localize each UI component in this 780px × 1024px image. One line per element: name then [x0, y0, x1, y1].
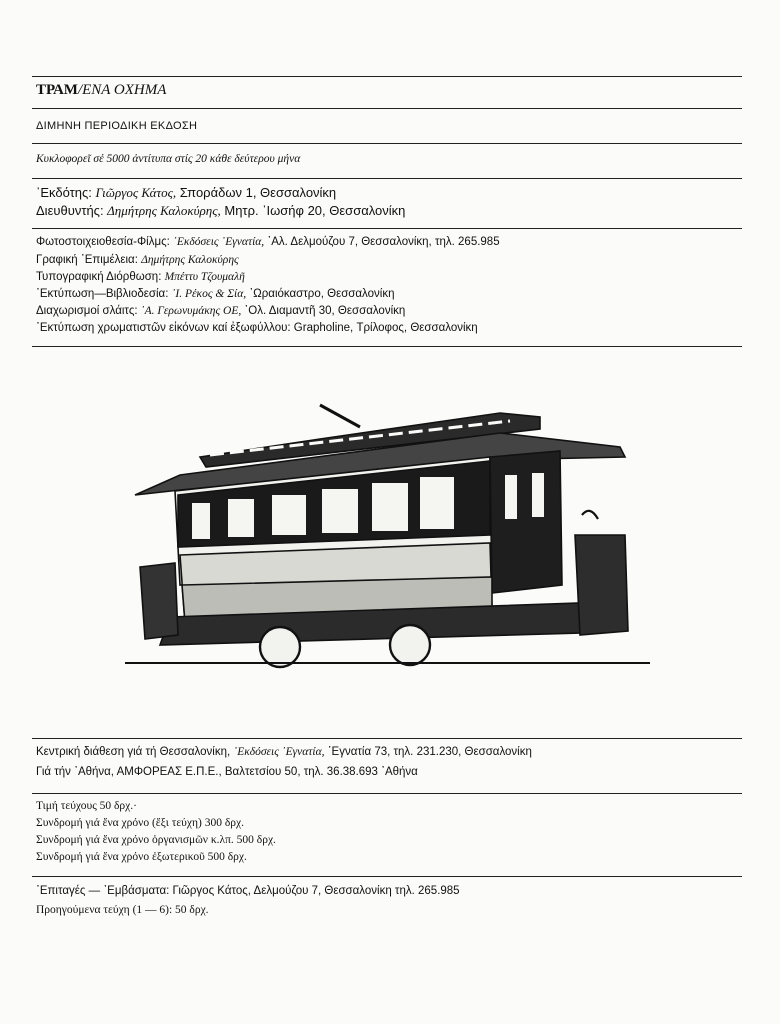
title-italic: /ΕΝΑ ΟΧΗΜΑ [77, 82, 167, 98]
credit-label: Γραφική ᾿Επιμέλεια: [36, 254, 142, 266]
credit-detail: ᾿Ολ. Διαμαντῆ 30, Θεσσαλονίκη [241, 305, 406, 317]
credit-label: ᾿Εκτύπωση χρωματιστῶν εἰκόνων καί ἐξωφύλλου: [36, 322, 294, 334]
title-bold: ΤΡΑΜ [36, 82, 78, 98]
rule-8 [32, 876, 742, 877]
credit-name: Δημήτρης Καλοκύρης [141, 254, 239, 266]
distribution-athens: Γιά τήν ᾿Αθήνα, ΑΜΦΟΡΕΑΣ Ε.Π.Ε., Βαλτετσίου 50, τηλ. 36.38.693 ᾿Αθήνα [36, 766, 418, 778]
credit-name: ᾿Εκδόσεις ᾿Εγνατία, [173, 236, 265, 248]
credit-detail: ᾿Αλ. Δελμούζου 7, Θεσσαλονίκη, τηλ. 265.985 [264, 236, 500, 248]
credit-label: Τυπογραφική Διόρθωση: [36, 271, 165, 283]
price-line: Συνδρομή γιά ἕνα χρόνο (ἔξι τεύχη) 300 δρχ. [36, 817, 244, 829]
director-address: Μητρ. ᾿Ιωσήφ 20, Θεσσαλονίκη [220, 203, 406, 218]
rule-7 [32, 793, 742, 794]
distribution-publisher: ᾿Εκδόσεις ᾿Εγνατία, [233, 746, 325, 758]
tram-illustration [120, 395, 660, 685]
distribution-address: ᾿Εγνατία 73, τηλ. 231.230, Θεσσαλονίκη [324, 746, 532, 758]
credit-label: Διαχωρισμοί σλάιτς: [36, 305, 141, 317]
payments-line: ᾿Επιταγές — ᾿Εμβάσματα: Γιῶργος Κάτος, Δελμούζου 7, Θεσσαλονίκη τηλ. 265.985 [36, 885, 460, 897]
credit-name: Μπέττυ Τζουμαλῆ [164, 271, 245, 283]
publisher-name: Γιῶργος Κάτος, [95, 185, 177, 200]
publisher-address: Σποράδων 1, Θεσσαλονίκη [176, 185, 337, 200]
distribution-thessaloniki [36, 746, 532, 758]
credit-name: ᾿Α. Γερωνυμάκης ΟΕ, [140, 305, 242, 317]
credit-line [36, 305, 405, 317]
back-issues-line: Προηγούμενα τεύχη (1 — 6): 50 δρχ. [36, 904, 209, 916]
masthead-title [36, 82, 166, 99]
credit-line [36, 288, 394, 300]
rule-3 [32, 178, 742, 179]
credit-detail: Grapholine, Τρίλοφος, Θεσσαλονίκη [293, 322, 478, 334]
publisher-line [36, 185, 336, 201]
distribution-pre: Κεντρική διάθεση γιά τή Θεσσαλονίκη, [36, 746, 234, 758]
director-name: Δημήτρης Καλοκύρης, [107, 203, 221, 218]
price-line: Συνδρομή γιά ἕνα χρόνο ἐξωτερικοῦ 500 δρχ. [36, 851, 247, 863]
publisher-label: ᾿Εκδότης: [36, 185, 96, 200]
rule-top [32, 76, 742, 77]
credit-line [36, 236, 500, 248]
credit-line [36, 271, 245, 283]
rule-2 [32, 143, 742, 144]
credit-line [36, 254, 239, 266]
credit-name: ᾿Ι. Ρέκος & Σία, [171, 288, 247, 300]
rule-6 [32, 738, 742, 739]
price-line: Τιμή τεύχους 50 δρχ.· [36, 800, 137, 812]
director-line [36, 203, 405, 219]
price-line: Συνδρομή γιά ἕνα χρόνο ὀργανισμῶν κ.λπ. 500 δρχ. [36, 834, 276, 846]
periodical-type: ΔΙΜΗΝΗ ΠΕΡΙΟΔΙΚΗ ΕΚΔΟΣΗ [36, 120, 198, 132]
circulation-note: Κυκλοφορεῖ σέ 5000 ἀντίτυπα στίς 20 κάθε δεύτερου μήνα [36, 153, 301, 165]
credit-label: Φωτοστοιχειοθεσία-Φίλμς: [36, 236, 174, 248]
director-label: Διευθυντής: [36, 203, 108, 218]
credit-detail: ᾿Ωραιόκαστρο, Θεσσαλονίκη [246, 288, 395, 300]
rule-1 [32, 108, 742, 109]
rule-4 [32, 228, 742, 229]
credit-label: ᾿Εκτύπωση—Βιβλιοδεσία: [36, 288, 172, 300]
credit-line [36, 322, 478, 334]
rule-5 [32, 346, 742, 347]
